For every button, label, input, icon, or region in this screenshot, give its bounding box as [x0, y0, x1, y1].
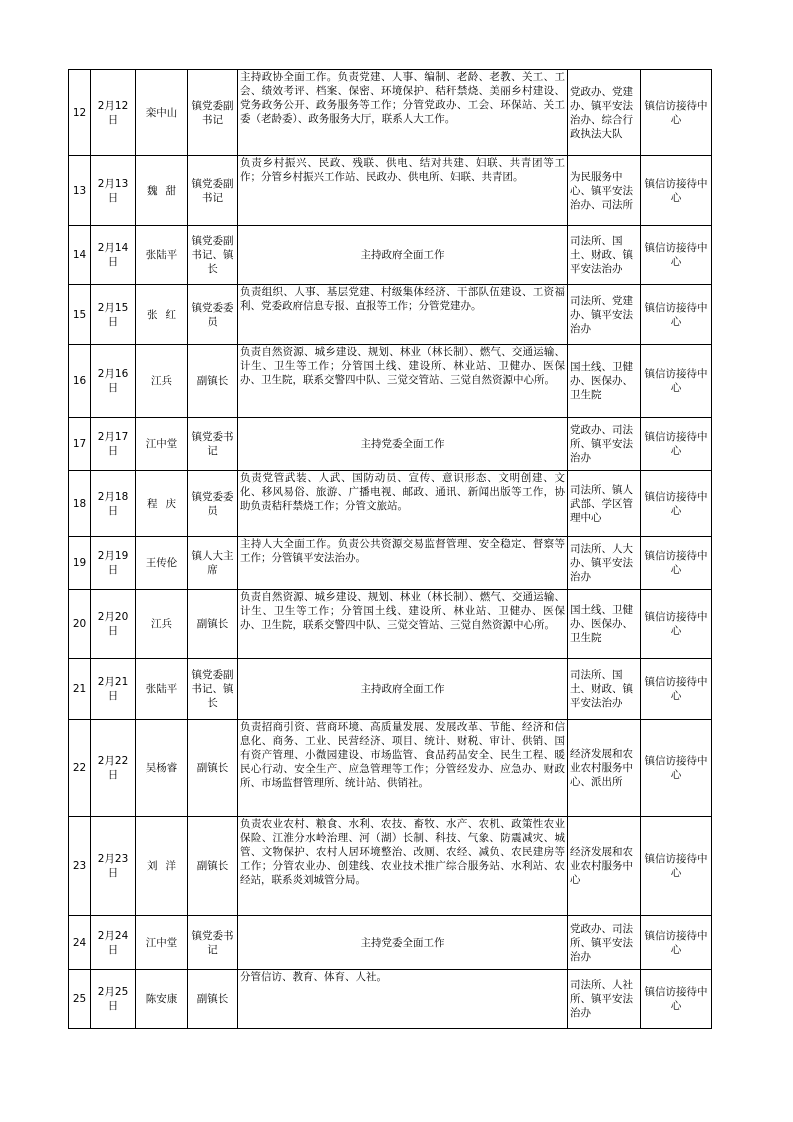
position-cell: 镇党委书记 — [188, 916, 238, 970]
table-row — [69, 590, 712, 659]
row-number: 20 — [69, 590, 91, 659]
position-cell: 镇人大主席 — [188, 537, 238, 590]
table-row — [69, 226, 712, 285]
row-number: 15 — [69, 285, 91, 345]
duties-cell: 负责农业农村、粮食、水利、农技、畜牧、水产、农机、政策性农业保险、江淮分水岭治理、河（湖）长制、科技、气象、防震减灾、城管、文物保护、农村人居环境整治、改厕、农经、减负、农民建房等工作；分管农业办、创建线、农业技术推广综合服务站、水利站、农经站，联系炎刘城管分局。 — [238, 817, 568, 916]
name-cell: 吴杨睿 — [136, 720, 188, 817]
row-number: 25 — [69, 970, 91, 1029]
row-number: 22 — [69, 720, 91, 817]
name-cell: 魏甜 — [136, 156, 188, 226]
table-row — [69, 537, 712, 590]
date-cell: 2月13日 — [91, 156, 136, 226]
table-row — [69, 720, 712, 817]
table-row — [69, 156, 712, 226]
duties-cell: 主持人大全面工作。负责公共资源交易监督管理、安全稳定、督察等工作；分管镇平安法治办。 — [238, 537, 568, 590]
units-cell: 经济发展和农业农村服务中心、派出所 — [568, 720, 641, 817]
row-number: 12 — [69, 70, 91, 156]
table-row — [69, 659, 712, 720]
name-cell: 王传伦 — [136, 537, 188, 590]
duties-cell: 主持政府全面工作 — [238, 659, 568, 720]
date-cell: 2月14日 — [91, 226, 136, 285]
units-cell: 党政办、司法所、镇平安法治办 — [568, 916, 641, 970]
date-cell: 2月19日 — [91, 537, 136, 590]
place-cell: 镇信访接待中心 — [641, 916, 712, 970]
duty-schedule-table — [68, 69, 712, 1029]
units-cell: 党政办、党建办、镇平安法治办、综合行政执法大队 — [568, 70, 641, 156]
name-cell: 程庆 — [136, 471, 188, 537]
date-cell: 2月18日 — [91, 471, 136, 537]
name-cell: 张红 — [136, 285, 188, 345]
date-cell: 2月22日 — [91, 720, 136, 817]
table-row — [69, 285, 712, 345]
duties-cell: 分管信访、教育、体育、人社。 — [238, 970, 568, 1029]
date-cell: 2月23日 — [91, 817, 136, 916]
place-cell: 镇信访接待中心 — [641, 659, 712, 720]
table-row — [69, 70, 712, 156]
duties-cell: 负责乡村振兴、民政、残联、供电、结对共建、妇联、共青团等工作；分管乡村振兴工作站、民政办、供电所、妇联、共青团。 — [238, 156, 568, 226]
place-cell: 镇信访接待中心 — [641, 537, 712, 590]
row-number: 16 — [69, 345, 91, 418]
place-cell: 镇信访接待中心 — [641, 285, 712, 345]
place-cell: 镇信访接待中心 — [641, 471, 712, 537]
name-cell: 江中堂 — [136, 418, 188, 471]
date-cell: 2月24日 — [91, 916, 136, 970]
name-cell: 江兵 — [136, 345, 188, 418]
table-row — [69, 817, 712, 916]
date-cell: 2月17日 — [91, 418, 136, 471]
units-cell: 国土线、卫健办、医保办、卫生院 — [568, 345, 641, 418]
table-row — [69, 970, 712, 1029]
name-cell: 江兵 — [136, 590, 188, 659]
row-number: 19 — [69, 537, 91, 590]
row-number: 17 — [69, 418, 91, 471]
position-cell: 副镇长 — [188, 720, 238, 817]
place-cell: 镇信访接待中心 — [641, 226, 712, 285]
row-number: 18 — [69, 471, 91, 537]
place-cell: 镇信访接待中心 — [641, 970, 712, 1029]
name-cell: 陈安康 — [136, 970, 188, 1029]
place-cell: 镇信访接待中心 — [641, 156, 712, 226]
place-cell: 镇信访接待中心 — [641, 418, 712, 471]
position-cell: 副镇长 — [188, 345, 238, 418]
row-number: 21 — [69, 659, 91, 720]
units-cell: 司法所、国土、财政、镇平安法治办 — [568, 659, 641, 720]
units-cell: 国土线、卫健办、医保办、卫生院 — [568, 590, 641, 659]
units-cell: 司法所、国土、财政、镇平安法治办 — [568, 226, 641, 285]
units-cell: 党政办、司法所、镇平安法治办 — [568, 418, 641, 471]
duties-cell: 负责招商引资、营商环境、高质量发展、发展改革、节能、经济和信息化、商务、工业、民营经济、项目、统计、财税、审计、供销、国有资产管理、小微园建设、市场监管、食品药品安全、民生工程、暖民心行动、安全生产、应急管理等工作；分管经发办、应急办、财政所、市场监督管理所、统计站、供销社。 — [238, 720, 568, 817]
date-cell: 2月21日 — [91, 659, 136, 720]
units-cell: 司法所、镇人武部、学区管理中心 — [568, 471, 641, 537]
position-cell: 镇党委委员 — [188, 471, 238, 537]
units-cell: 司法所、人大办、镇平安法治办 — [568, 537, 641, 590]
position-cell: 副镇长 — [188, 590, 238, 659]
table-row — [69, 916, 712, 970]
position-cell: 镇党委副书记、镇长 — [188, 226, 238, 285]
duties-cell: 负责组织、人事、基层党建、村级集体经济、干部队伍建设、工资福利、党委政府信息专报、直报等工作；分管党建办。 — [238, 285, 568, 345]
row-number: 14 — [69, 226, 91, 285]
units-cell: 经济发展和农业农村服务中心 — [568, 817, 641, 916]
table-row — [69, 471, 712, 537]
duties-cell: 负责党管武装、人武、国防动员、宣传、意识形态、文明创建、文化、移风易俗、旅游、广播电视、邮政、通讯、新闻出版等工作，协助负责秸秆禁烧工作；分管文旅站。 — [238, 471, 568, 537]
place-cell: 镇信访接待中心 — [641, 720, 712, 817]
position-cell: 镇党委副书记、镇长 — [188, 659, 238, 720]
position-cell: 副镇长 — [188, 817, 238, 916]
duties-cell: 负责自然资源、城乡建设、规划、林业（林长制）、燃气、交通运输、计生、卫生等工作；分管国土线、建设所、林业站、卫健办、医保办、卫生院，联系交警四中队、三觉交管站、三觉自然资源中心所。 — [238, 590, 568, 659]
duties-cell: 负责自然资源、城乡建设、规划、林业（林长制）、燃气、交通运输、计生、卫生等工作；分管国土线、建设所、林业站、卫健办、医保办、卫生院，联系交警四中队、三觉交管站、三觉自然资源中心所。 — [238, 345, 568, 418]
position-cell: 镇党委书记 — [188, 418, 238, 471]
duties-cell: 主持政府全面工作 — [238, 226, 568, 285]
position-cell: 镇党委副书记 — [188, 70, 238, 156]
date-cell: 2月12日 — [91, 70, 136, 156]
name-cell: 张陆平 — [136, 226, 188, 285]
duties-cell: 主持政协全面工作。负责党建、人事、编制、老龄、老教、关工、工会、绩效考评、档案、保密、环境保护、秸秆禁烧、美丽乡村建设、党务政务公开、政务服务等工作；分管党政办、工会、环保站、关工委（老龄委）、政务服务大厅，联系人大工作。 — [238, 70, 568, 156]
date-cell: 2月25日 — [91, 970, 136, 1029]
date-cell: 2月15日 — [91, 285, 136, 345]
name-cell: 江中堂 — [136, 916, 188, 970]
name-cell: 刘洋 — [136, 817, 188, 916]
name-cell: 张陆平 — [136, 659, 188, 720]
place-cell: 镇信访接待中心 — [641, 590, 712, 659]
units-cell: 司法所、人社所、镇平安法治办 — [568, 970, 641, 1029]
name-cell: 栾中山 — [136, 70, 188, 156]
position-cell: 副镇长 — [188, 970, 238, 1029]
table-row — [69, 345, 712, 418]
place-cell: 镇信访接待中心 — [641, 345, 712, 418]
place-cell: 镇信访接待中心 — [641, 70, 712, 156]
row-number: 13 — [69, 156, 91, 226]
row-number: 23 — [69, 817, 91, 916]
position-cell: 镇党委副书记 — [188, 156, 238, 226]
duties-cell: 主持党委全面工作 — [238, 916, 568, 970]
table-row — [69, 418, 712, 471]
units-cell: 司法所、党建办、镇平安法治办 — [568, 285, 641, 345]
row-number: 24 — [69, 916, 91, 970]
duties-cell: 主持党委全面工作 — [238, 418, 568, 471]
units-cell: 为民服务中心、镇平安法治办、司法所 — [568, 156, 641, 226]
date-cell: 2月16日 — [91, 345, 136, 418]
place-cell: 镇信访接待中心 — [641, 817, 712, 916]
position-cell: 镇党委委员 — [188, 285, 238, 345]
date-cell: 2月20日 — [91, 590, 136, 659]
